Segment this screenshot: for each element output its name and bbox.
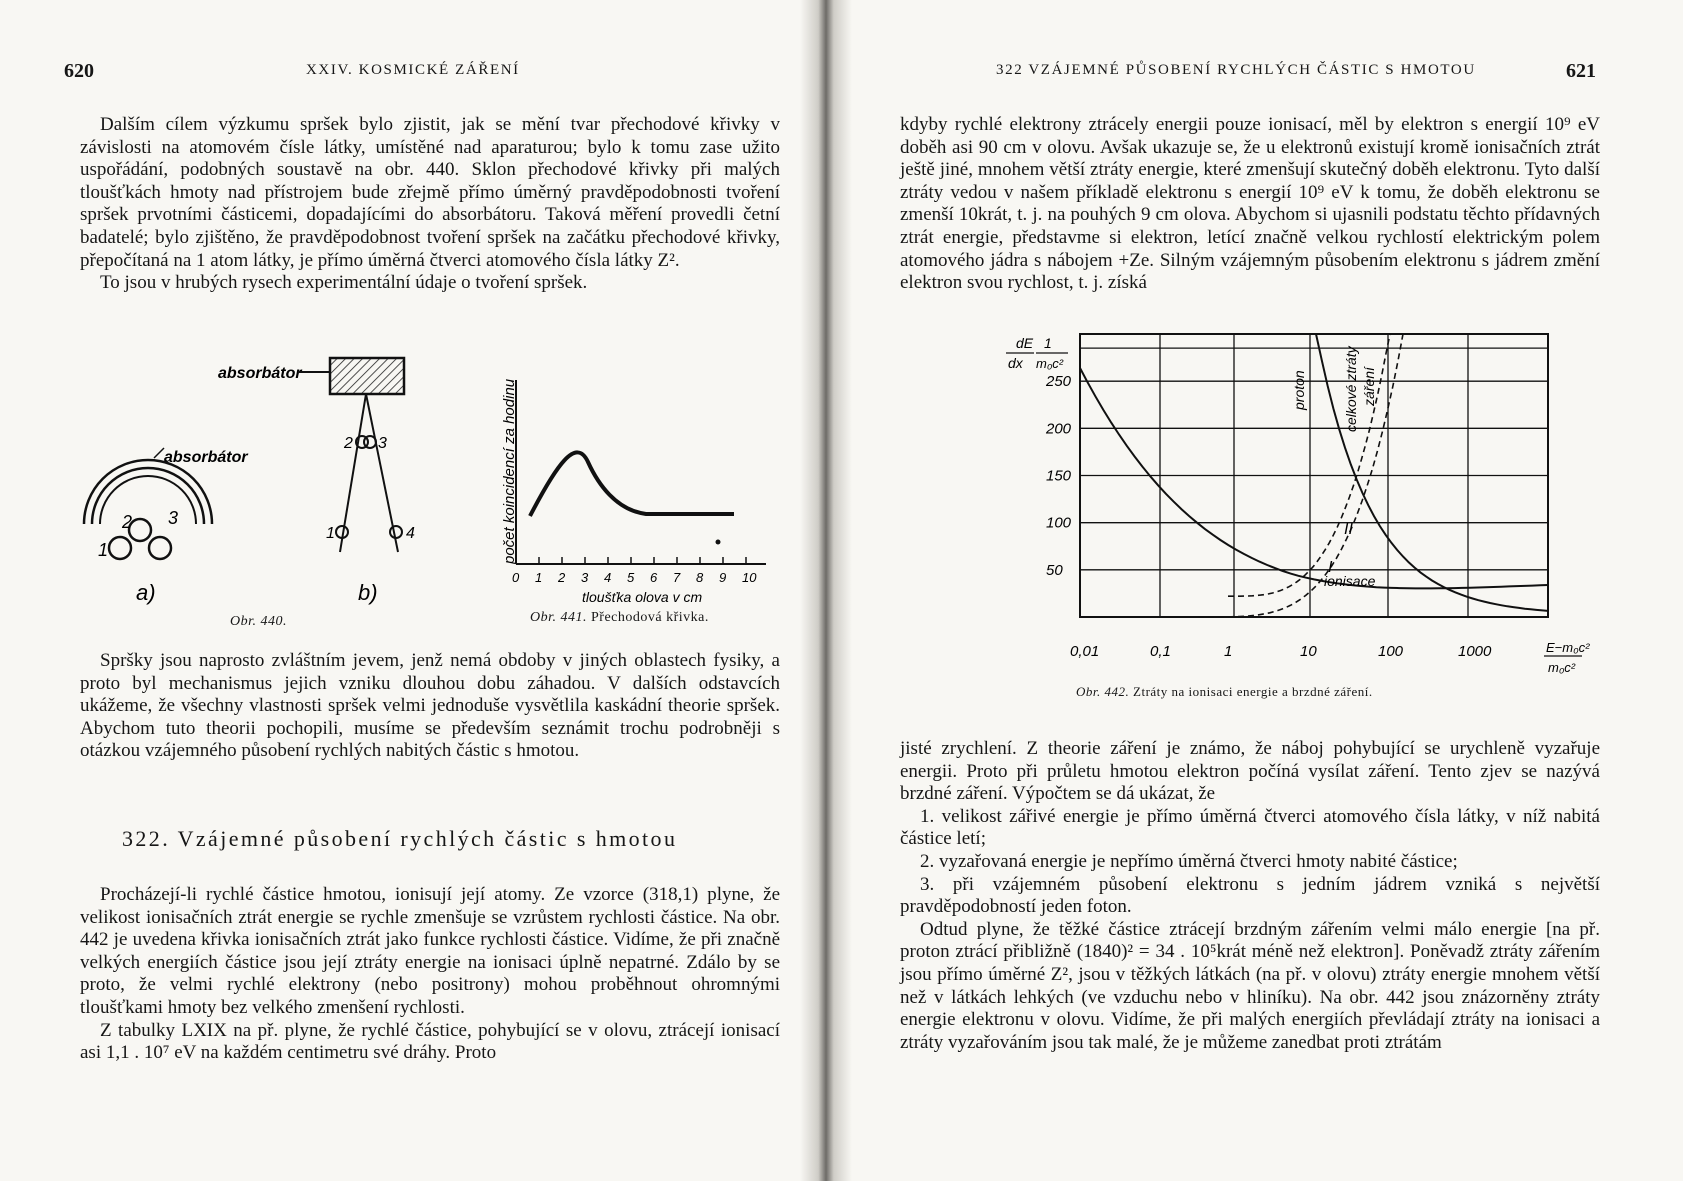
x-tick-label: 1 [535, 570, 543, 585]
ionisation-loss-curve [1080, 368, 1548, 588]
text-block-bottom [80, 884, 780, 1065]
counter-label: 4 [406, 525, 415, 542]
ionisation-label: ionisace [1324, 573, 1376, 589]
x-tick-label: 2 [558, 570, 566, 585]
list-item: 1. velikost zářivé energie je přímo úměrná čtverci atomového čísla látky, v níž nabitá částice letí; [900, 805, 1600, 850]
y-label-num: dE [1016, 335, 1034, 351]
curve-II-label: II [1344, 521, 1353, 538]
paragraph: kdyby rychlé elektrony ztrácely energii pouze ionisací, měl by elektron s energií 10⁹ eV doběh asi 90 cm v olovu. Avšak ukazuje se, že u elektronů existují kromě ionisačních ztrát ještě jiné, mnohem větší ztráty energie, které zmenšují skutečný doběh elektronu. Tyto další ztráty vedou v našem příkladě elektronu s energií 10⁹ eV k tomu, že doběh elektronu se zmenší 10krát, t. j. na pouhých 9 cm olova. Abychom si ujasnili podstatu těchto přídavných ztrát energie, představme si elektron, letící značně velkou rychlostí elektrickým polem atomového jádra s nábojem +Ze. Silným vzájemným působením elektronu s jádrem změní elektron svou rychlost, t. j. získá [900, 114, 1600, 294]
section-heading: 322. Vzájemné působení rychlých částic s hmotou [122, 826, 678, 851]
y-label-factor-num: 1 [1044, 335, 1052, 351]
text-block-top [80, 114, 780, 295]
absorber-block [330, 358, 404, 394]
radiation-label: záření [1361, 367, 1377, 406]
counter-circle [364, 436, 376, 448]
x-tick-label: 9 [719, 570, 727, 585]
page-number: 620 [64, 60, 94, 82]
text-block-bottom [900, 738, 1600, 1054]
caption-number: Obr. 442. [1076, 684, 1130, 699]
paragraph: Spršky jsou naprosto zvláštním jevem, jenž nemá obdoby v jiných oblastech fysiky, a proto byl mechanismus jejich vzniku dlouhou dobu záhadou. V dalších odstavcích ukážeme, že všechny vlastnosti spršek velmi jednoduše vysvětlila kaskádní theorie spršek. Abychom tuto theorii pochopili, musíme se především seznámit trochu podrobněji s otázkou vzájemného působení rychlých nabitých částic s hmotou. [80, 650, 780, 762]
paragraph: Z tabulky LXIX na př. plyne, že rychlé částice, pohybující se v olovu, ztrácejí ionisací asi 1,1 . 10⁷ eV na každém centimetru své dráhy. Proto [80, 1019, 780, 1064]
absorber-left-label: absorbátor [164, 449, 248, 466]
figure-441 [486, 376, 776, 616]
x-tick-label: 100 [1378, 643, 1404, 660]
figure-440 [80, 352, 460, 632]
paragraph: Procházejí-li rychlé částice hmotou, ionisují její atomy. Ze vzorce (318,1) plyne, že velikost ionisačních ztrát energie se rychle zmenšuje se vzrůstem rychlosti částice. Na obr. 442 je uvedena křivka ionisačních ztrát jako funkce rychlosti částice. Vidíme, že při značně velkých energiích částice jsou její ztráty energie na ionisaci úplně nepatrné. Zdálo by se proto, že velmi rychlé elektrony (nebo positrony) mohou proběhnout ohromnými tloušťkami hmoty bez velkého zmenšení rychlosti. [80, 884, 780, 1018]
counter-circle [390, 526, 402, 538]
x-label-num: E−m₀c² [1546, 640, 1590, 655]
list-item: 2. vyzařovaná energie je nepřímo úměrná čtverci hmoty nabité částice; [920, 850, 1458, 872]
paragraph: jisté zrychlení. Z theorie záření je známo, že náboj pohybující se urychleně vyzařuje energii. Proto při průletu hmotou elektron počíná vysílat záření. Tento zjev se nazývá brzdné záření. Výpočtem se dá ukázat, že [900, 738, 1600, 805]
y-tick-label: 200 [1046, 420, 1072, 438]
x-tick-label: 0,01 [1070, 643, 1100, 660]
y-tick-label: 250 [1046, 373, 1072, 391]
absorber-top-label: absorbátor [218, 365, 302, 382]
x-tick-label: 1 [1224, 643, 1233, 660]
right-page [828, 0, 1683, 1181]
running-header: 322 VZÁJEMNÉ PŮSOBENÍ RYCHLÝCH ČÁSTIC S HMOTOU [996, 62, 1476, 78]
x-tick-label: 8 [696, 570, 704, 585]
total-label: celkové ztráty [1343, 346, 1359, 432]
caption-number: Obr. 441. [530, 610, 588, 625]
figure-caption [1076, 684, 1373, 700]
x-tick-label: 1000 [1458, 643, 1492, 660]
counter-label: 1 [98, 540, 109, 560]
counter-label: 1 [326, 525, 335, 542]
counter-label: 2 [122, 512, 133, 532]
caption-text: Přechodová křivka. [591, 610, 709, 625]
y-axis-label: počet koincidencí za hodinu [501, 378, 518, 564]
y-tick-label: 100 [1046, 514, 1072, 532]
counter-circle [109, 537, 131, 559]
left-page [0, 0, 828, 1181]
list-item: 3. při vzájemném působení elektronu s jedním jádrem vzniká s největší pravděpodobností jeden foton. [900, 873, 1600, 918]
caption-text: Ztráty na ionisaci energie a brzdné záření. [1133, 684, 1373, 699]
transition-curve [530, 452, 734, 516]
y-tick-label: 150 [1046, 467, 1072, 485]
figure-442 [978, 322, 1590, 682]
x-tick-label: 6 [650, 570, 658, 585]
x-label-den: m₀c² [1548, 660, 1576, 675]
book-gutter [800, 0, 852, 1181]
y-label-den: dx [1008, 355, 1023, 371]
figure-caption [530, 610, 709, 626]
running-header: XXIV. KOSMICKÉ ZÁŘENÍ [306, 62, 520, 78]
proton-label: proton [1291, 370, 1307, 410]
counter-label: 2 [344, 435, 353, 452]
x-tick-label: 5 [627, 570, 635, 585]
text-block-top [900, 114, 1600, 295]
counter-label: 3 [378, 435, 387, 452]
x-tick-label: 10 [1300, 643, 1317, 660]
x-tick-label: 0 [512, 570, 520, 585]
curve-I-label: I [1328, 559, 1333, 576]
figure-caption: Obr. 440. [230, 614, 288, 629]
paragraph: Dalším cílem výzkumu spršek bylo zjistit, jak se mění tvar přechodové křivky v závislosti na atomovém čísle látky, umístěné nad aparaturou; bylo k tomu zase užito uspořádání, podobných soustavě na obr. 440. Sklon přechodové křivky při malých tloušťkách hmoty nad přístrojem bude zřejmě přímo úměrný pravděpodobnosti tvoření spršek prvotními částicemi, dopadajícími do absorbátoru. Taková měření provedli četní badatelé; bylo zjištěno, že pravděpodobnost tvoření spršek na začátku přechodové křivky, přepočítaná na 1 atom látky, je přímo úměrná čtverci atomového čísla látky Z². [80, 114, 780, 271]
x-axis-label: tloušťka olova v cm [582, 589, 703, 605]
y-label-factor-den: m₀c² [1036, 356, 1064, 371]
counter-circle [129, 519, 151, 541]
x-tick-label: 0,1 [1150, 643, 1171, 660]
page-number: 621 [1566, 60, 1596, 82]
x-tick-label: 4 [604, 570, 612, 585]
counter-circle [149, 537, 171, 559]
x-tick-label: 7 [673, 570, 681, 585]
text-block-middle [80, 650, 780, 763]
x-tick-label: 10 [742, 570, 757, 585]
label-a: a) [136, 580, 156, 605]
paragraph: Odtud plyne, že těžké částice ztrácejí brzdným zářením velmi málo energie [na př. proton ztrácí přibližně (1840)² = 34 . 10⁵krát méně než elektron]. Poněvadž ztráty zářením jsou přímo úměrné Z², jsou v těžkých látkách (na př. v olovu) ztráty energie mnohem větší než v látkách lehkých (ve vzduchu nebo v hliníku). Na obr. 442 jsou znázorněny ztráty energie elektronu v olovu. Vidíme, že při malých energiích převládají ztráty na ionisaci a ztráty vyzařováním jsou tak malé, že je můžeme zanedbat proti ztrátám [900, 918, 1600, 1053]
label-b: b) [358, 580, 378, 605]
x-tick-label: 3 [581, 570, 589, 585]
counter-label: 3 [168, 508, 179, 528]
y-tick-label: 50 [1046, 561, 1063, 579]
paragraph: To jsou v hrubých rysech experimentální údaje o tvoření spršek. [100, 272, 588, 294]
